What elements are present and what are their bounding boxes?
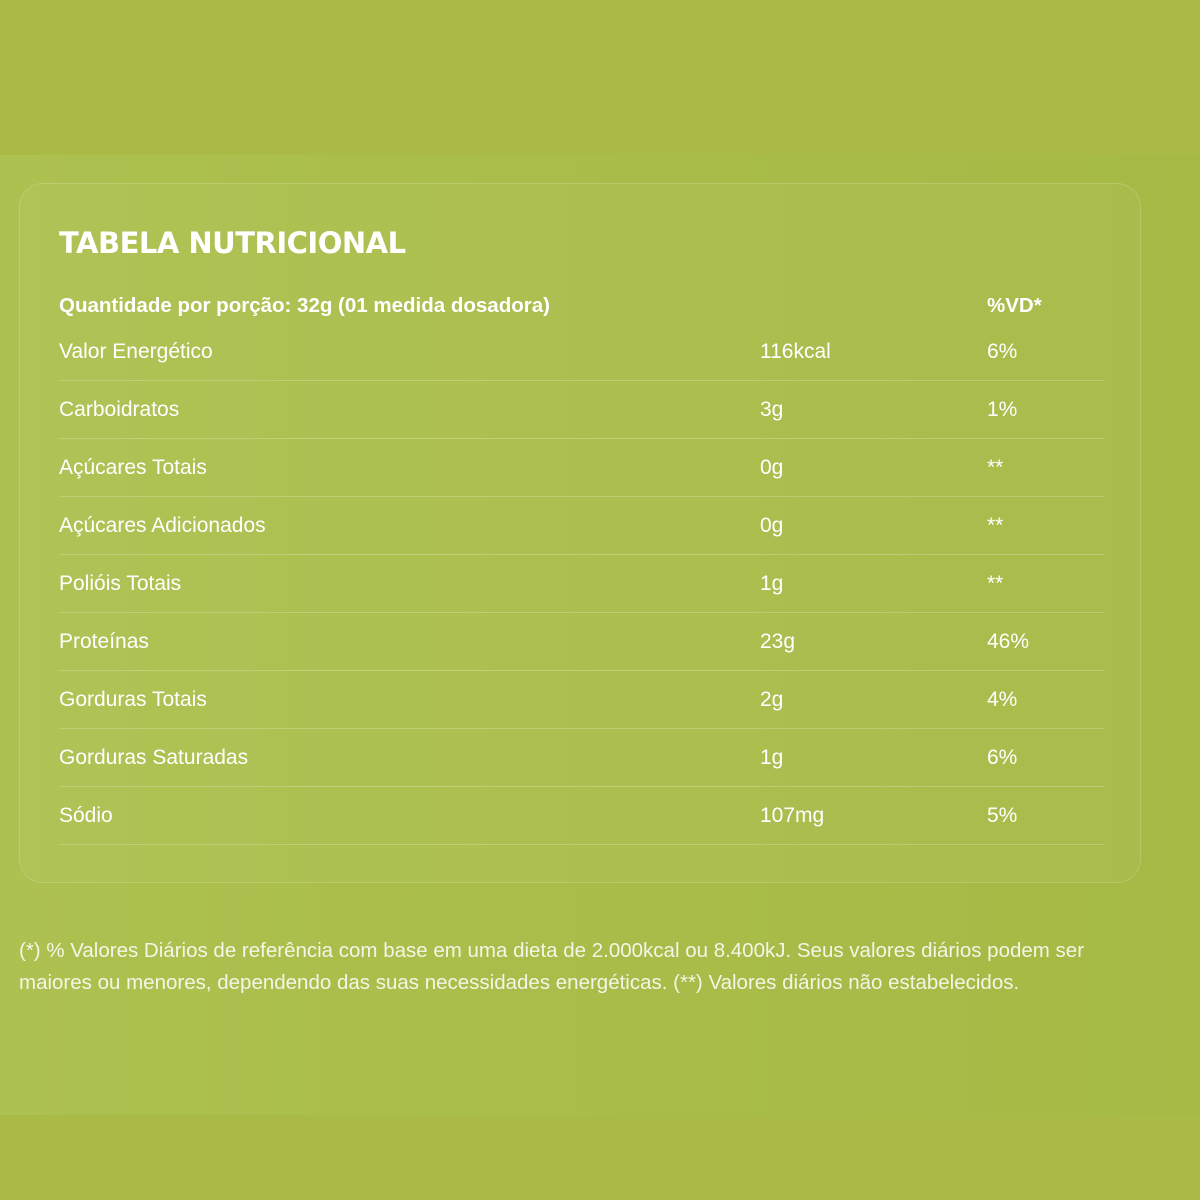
nutrient-amount: 116kcal <box>760 340 831 363</box>
nutrient-amount: 23g <box>760 630 796 653</box>
table-row <box>59 787 1104 845</box>
nutrient-amount: 107mg <box>760 804 825 827</box>
nutrient-daily-value: 6% <box>987 340 1018 363</box>
nutrient-amount: 0g <box>760 514 784 537</box>
nutrient-daily-value: 1% <box>987 398 1018 421</box>
table-row <box>59 729 1104 787</box>
nutrient-name: Açúcares Totais <box>59 456 207 479</box>
nutrition-table-title: TABELA NUTRICIONAL <box>59 226 406 260</box>
nutrient-daily-value: 46% <box>987 630 1030 653</box>
nutrient-name: Carboidratos <box>59 398 180 421</box>
table-row <box>59 613 1104 671</box>
table-row <box>59 381 1104 439</box>
nutrient-amount: 1g <box>760 572 784 595</box>
nutrient-daily-value: 4% <box>987 688 1018 711</box>
nutrient-amount: 0g <box>760 456 784 479</box>
nutrient-name: Gorduras Saturadas <box>59 746 249 769</box>
table-row <box>59 555 1104 613</box>
nutrient-daily-value: 6% <box>987 746 1018 769</box>
table-row <box>59 439 1104 497</box>
daily-values-footnote: (*) % Valores Diários de referência com base em uma dieta de 2.000kcal ou 8.400kJ. Seus valores diários podem ser maiores ou menores, dependendo das suas necessidades energéticas. (**) Valores diários não estabelecidos. <box>19 939 1085 994</box>
nutrient-name: Proteínas <box>59 630 149 653</box>
nutrient-name: Gorduras Totais <box>59 688 207 711</box>
daily-value-header: %VD* <box>987 294 1042 317</box>
nutrient-name: Sódio <box>59 804 113 827</box>
nutrient-amount: 1g <box>760 746 784 769</box>
nutrient-daily-value: ** <box>987 572 1004 595</box>
nutrient-name: Polióis Totais <box>59 572 182 595</box>
nutrient-daily-value: 5% <box>987 804 1018 827</box>
portion-size-label: Quantidade por porção: 32g (01 medida dosadora) <box>59 294 550 317</box>
table-row <box>59 497 1104 555</box>
table-row <box>59 671 1104 729</box>
table-header-row <box>59 290 1104 322</box>
nutrient-daily-value: ** <box>987 456 1004 479</box>
nutrient-amount: 3g <box>760 398 784 421</box>
nutrient-name: Açúcares Adicionados <box>59 514 266 537</box>
nutrient-daily-value: ** <box>987 514 1004 537</box>
nutrition-table <box>59 323 1104 845</box>
nutrient-amount: 2g <box>760 688 784 711</box>
table-row <box>59 323 1104 381</box>
nutrient-name: Valor Energético <box>59 340 213 363</box>
